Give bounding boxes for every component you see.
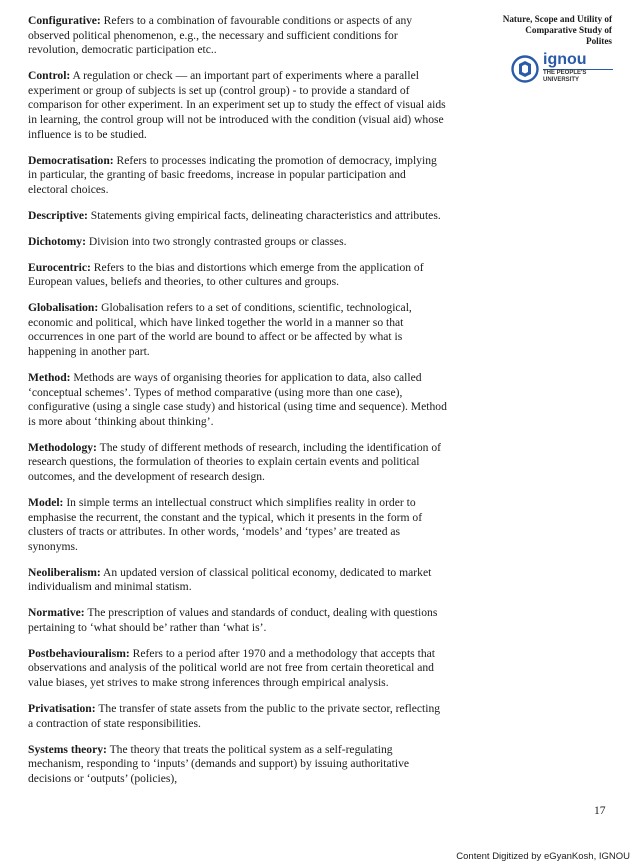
entry-definition: The theory that treats the political system as a self-regulating mechanism, responding to ‘inputs’ (demands and support) by issuing authoritative decisions or ‘outputs’ (policies), [28, 742, 410, 785]
logo-subtitle-1: THE PEOPLE'S [543, 70, 587, 76]
glossary-entry [28, 496, 448, 554]
glossary-entry [28, 441, 448, 485]
entry-definition: Refers to a combination of favourable conditions or aspects of any observed political phenomenon, e.g., the necessary and sufficient conditions for revolution, democratic participation etc.. [28, 14, 413, 57]
entry-term: Control: [28, 69, 71, 83]
entry-term: Method: [28, 371, 71, 385]
entry-definition: A regulation or check — an important part of experiments where a parallel experiment or group of subjects is set up (control group) - to provide a standard of comparison for other experiment. In an experiment set up to study the effect of visual aids in learning, the control group will not be introduced with the condition (visual aid) whose influence is to be studied. [28, 69, 446, 141]
ignou-emblem-icon [510, 55, 540, 83]
glossary-entry [28, 702, 448, 731]
glossary-entry [28, 606, 448, 635]
entry-term: Configurative: [28, 14, 101, 27]
entry-term: Model: [28, 495, 64, 509]
glossary-entry [28, 371, 448, 429]
page-number: 17 [594, 804, 606, 817]
glossary-entry [28, 261, 448, 290]
entry-definition: The prescription of values and standards of conduct, dealing with questions pertaining to ‘what should be’ rather than ‘what is’. [28, 606, 438, 634]
entry-definition: Refers to processes indicating the promotion of democracy, implying in particular, the granting of basic freedoms, increase in popular participation and electoral choices. [28, 153, 437, 196]
entry-term: Methodology: [28, 440, 97, 454]
entry-definition: In simple terms an intellectual construct which simplifies reality in order to emphasise the recurrent, the constant and the typical, which it presents in the form of clusters of tracts or attributes. In other words, ‘models’ and ‘types’ are treated as synonyms. [28, 495, 423, 553]
header-line-2: Comparative Study of [525, 25, 612, 35]
glossary-entry [28, 743, 448, 787]
entry-term: Descriptive: [28, 208, 88, 222]
entry-definition: The transfer of state assets from the public to the private sector, reflecting a contraction of state responsibilities. [28, 702, 441, 730]
entry-definition: The study of different methods of research, including the identification of research questions, the formulation of theories to explain certain events and political outcomes, and the development of research design. [28, 440, 441, 483]
entry-term: Neoliberalism: [28, 565, 101, 579]
glossary-entry [28, 69, 448, 142]
entry-definition: Globalisation refers to a set of conditions, scientific, technological, economic and political, which have linked together the world in a manner so that occurrences in one part of the world are bound to affect or be affected by what is happening in another part. [28, 301, 412, 359]
glossary-entry [28, 647, 448, 691]
header-line-1: Nature, Scope and Utility of [502, 14, 612, 24]
entry-definition: Refers to a period after 1970 and a methodology that accepts that observations and analysis of the political world are not free from certain theoretical and value biases, yet strives to make strong inferences through empirical analysis. [28, 646, 435, 690]
glossary-entry [28, 301, 448, 359]
glossary-entry [28, 235, 448, 250]
glossary-entry [28, 566, 448, 595]
entry-definition: Methods are ways of organising theories for application to data, also called ‘conceptual schemes’. Types of method comparative (using more than one case), configurative (using a single case study) and historical (using time and sequence). Method is more about ‘thinking about thinking’. [28, 371, 447, 428]
glossary-entry [28, 209, 448, 224]
entry-definition: Division into two strongly contrasted groups or classes. [85, 234, 347, 248]
header-line-3: Polites [585, 36, 612, 46]
logo-text [543, 52, 613, 84]
entry-term: Globalisation: [28, 301, 99, 315]
running-header [472, 14, 612, 47]
entry-term: Systems theory: [28, 742, 107, 756]
digitization-credit: Content Digitized by eGyanKosh, IGNOU [456, 851, 630, 862]
glossary-entry [28, 14, 448, 58]
entry-definition: Statements giving empirical facts, delineating characteristics and attributes. [87, 208, 441, 222]
entry-term: Normative: [28, 606, 85, 620]
logo-subtitle-2: UNIVERSITY [543, 77, 580, 83]
entry-term: Privatisation: [28, 702, 96, 716]
ignou-logo [510, 52, 620, 86]
entry-definition: An updated version of classical political economy, dedicated to market individualism and minimal statism. [28, 565, 432, 594]
glossary-body [28, 14, 448, 798]
entry-term: Postbehaviouralism: [28, 646, 130, 660]
entry-definition: Refers to the bias and distortions which emerge from the application of European values, beliefs and theories, to other cultures and groups. [28, 260, 424, 289]
logo-name: ignou [543, 51, 587, 68]
glossary-entry [28, 154, 448, 198]
entry-term: Dichotomy: [28, 234, 86, 248]
entry-term: Democratisation: [28, 153, 114, 167]
entry-term: Eurocentric: [28, 260, 91, 274]
